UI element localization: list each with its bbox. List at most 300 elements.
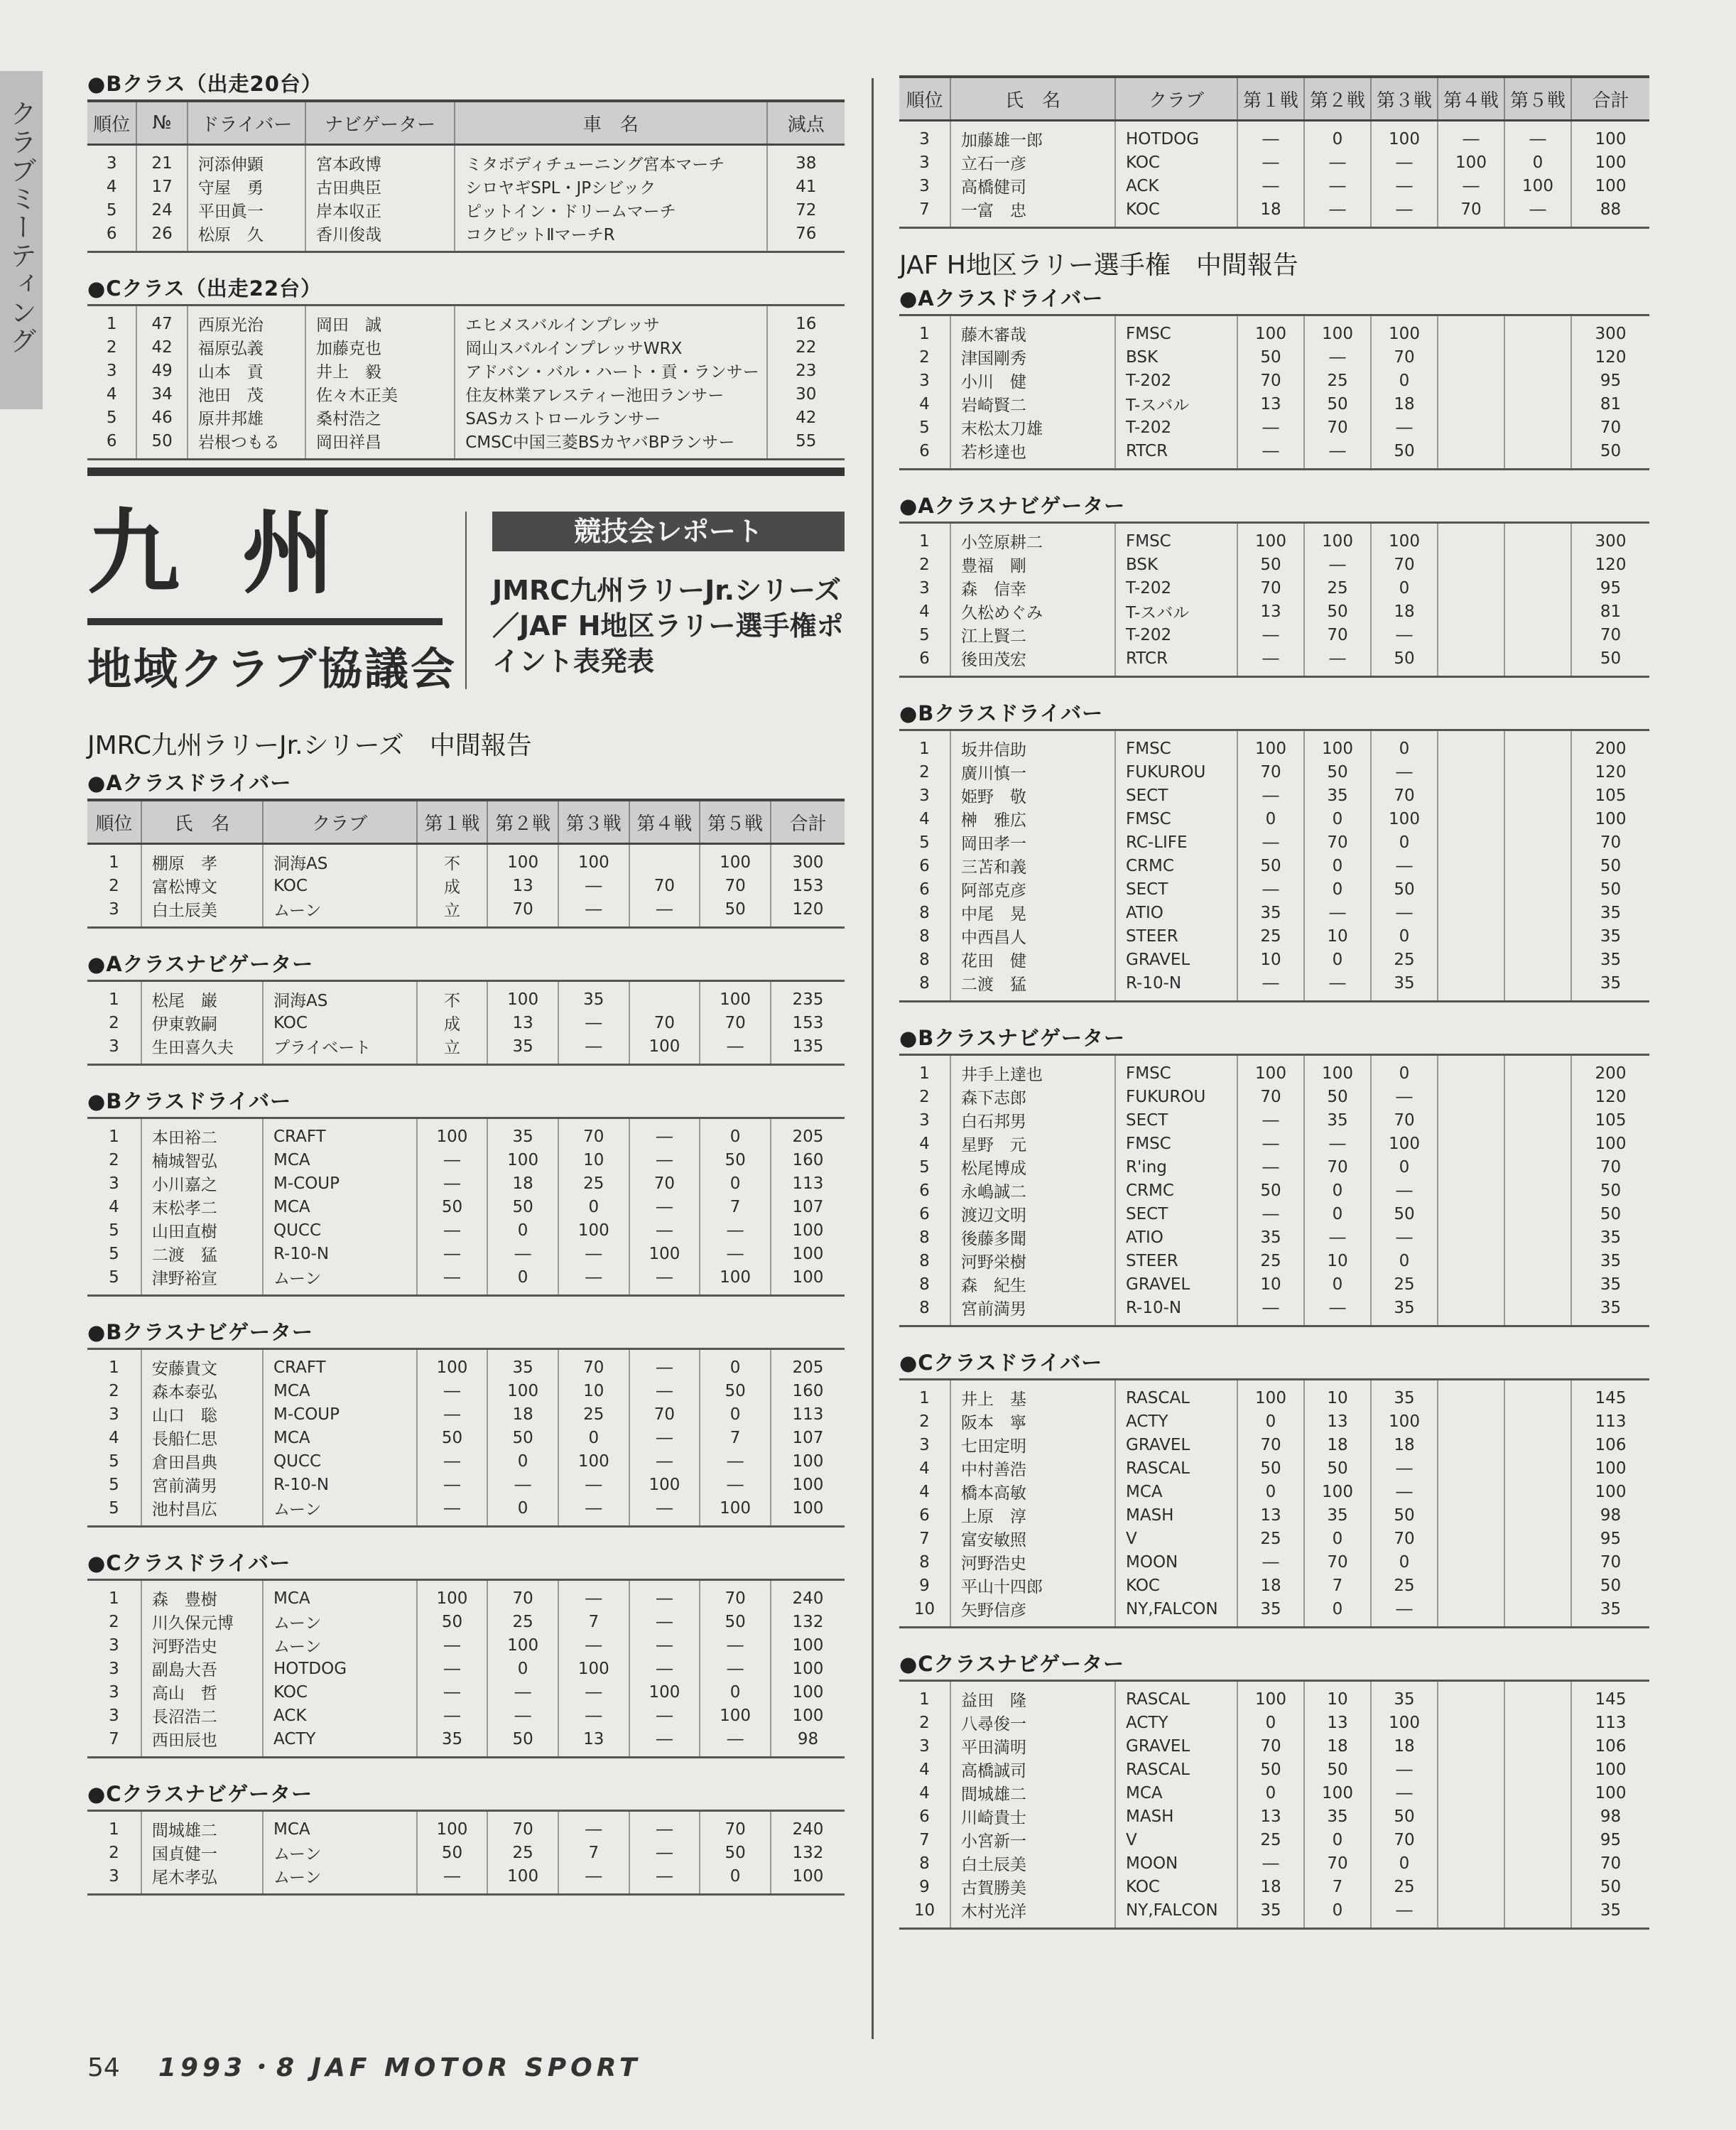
points-body bbox=[87, 981, 845, 1065]
table-cell bbox=[1438, 416, 1504, 439]
results-table bbox=[87, 304, 845, 460]
table-cell: 50 bbox=[1237, 553, 1304, 576]
table-cell: 100 bbox=[1304, 315, 1371, 346]
table-cell: 岡山スバルインプレッサWRX bbox=[455, 335, 766, 359]
table-cell: 0 bbox=[487, 1449, 558, 1473]
table-cell: 106 bbox=[1571, 1734, 1649, 1758]
table-row bbox=[87, 1864, 845, 1895]
table-cell: 山口 聡 bbox=[141, 1402, 263, 1426]
table-cell: 70 bbox=[700, 1011, 771, 1034]
table-cell: 3 bbox=[919, 1435, 930, 1454]
table-cell: 98 bbox=[1571, 1805, 1649, 1828]
table-row bbox=[87, 1172, 845, 1195]
table-cell: 105 bbox=[1571, 1108, 1649, 1132]
table-cell: ― bbox=[417, 1148, 488, 1172]
table-row bbox=[87, 359, 845, 382]
table-cell: 70 bbox=[487, 1580, 558, 1611]
table-cell: 70 bbox=[629, 1172, 700, 1195]
table-cell: 50 bbox=[1304, 760, 1371, 784]
header-penalty: 減点 bbox=[767, 101, 845, 145]
table-cell: 6 bbox=[919, 1204, 930, 1223]
table-cell: 5 bbox=[106, 200, 117, 220]
table-cell: 100 bbox=[1237, 523, 1304, 553]
table-cell: 1 bbox=[106, 314, 117, 333]
points-body bbox=[899, 730, 1649, 1002]
table-cell: 50 bbox=[700, 1379, 771, 1402]
table-row bbox=[87, 1218, 845, 1242]
table-cell: 100 bbox=[1371, 1711, 1438, 1734]
table-cell: 100 bbox=[771, 1864, 845, 1895]
table-row bbox=[87, 1633, 845, 1657]
table-cell: 1 bbox=[919, 1388, 930, 1407]
table-cell: RASCAL bbox=[1115, 1758, 1237, 1781]
table-cell: ― bbox=[558, 1811, 629, 1842]
table-cell: 35 bbox=[1237, 1898, 1304, 1929]
table-cell bbox=[1438, 623, 1504, 647]
table-cell: SECT bbox=[1115, 1202, 1237, 1226]
table-cell: 240 bbox=[771, 1811, 845, 1842]
table-cell: ― bbox=[1304, 971, 1371, 1002]
table-cell bbox=[1438, 1132, 1504, 1155]
table-cell bbox=[1438, 1758, 1504, 1781]
table-cell: 81 bbox=[1571, 392, 1649, 416]
table-cell: 25 bbox=[1237, 1249, 1304, 1272]
table-cell: 21 bbox=[136, 145, 187, 175]
table-cell: エヒメスバルインプレッサ bbox=[455, 306, 766, 336]
table-cell: 70 bbox=[487, 897, 558, 928]
table-cell: 7 bbox=[899, 198, 950, 228]
table-cell: 1 bbox=[919, 739, 930, 758]
table-cell: ― bbox=[629, 1864, 700, 1895]
table-cell bbox=[1504, 345, 1571, 369]
table-cell: 100 bbox=[1304, 1781, 1371, 1805]
table-cell: 70 bbox=[1571, 1550, 1649, 1574]
header-cell: 第３戦 bbox=[558, 800, 629, 844]
table-cell: ― bbox=[558, 1496, 629, 1527]
table-cell: 95 bbox=[1571, 1828, 1649, 1851]
table-cell bbox=[1504, 1758, 1571, 1781]
table-cell: QUCC bbox=[263, 1218, 417, 1242]
table-cell: 七田定明 bbox=[950, 1433, 1115, 1456]
table-cell bbox=[1504, 1085, 1571, 1108]
table-cell: 100 bbox=[1571, 151, 1649, 174]
table-cell: 0 bbox=[1304, 948, 1371, 971]
table-cell: 49 bbox=[136, 359, 187, 382]
table-cell: 70 bbox=[1237, 1734, 1304, 1758]
header-cell: クラブ bbox=[263, 800, 417, 844]
table-cell: 18 bbox=[1304, 1433, 1371, 1456]
table-cell bbox=[1438, 345, 1504, 369]
table-cell: 長沼浩二 bbox=[141, 1704, 263, 1727]
table-cell: 113 bbox=[1571, 1410, 1649, 1433]
table-cell: ― bbox=[1371, 854, 1438, 877]
table-cell: ムーン bbox=[263, 1841, 417, 1864]
table-cell: 100 bbox=[771, 1265, 845, 1296]
table-cell bbox=[1438, 901, 1504, 924]
table-cell: 7 bbox=[700, 1195, 771, 1218]
table-cell: ― bbox=[1371, 623, 1438, 647]
table-cell bbox=[1504, 1272, 1571, 1296]
table-cell: ― bbox=[558, 1580, 629, 1611]
points-table bbox=[87, 980, 845, 1066]
table-cell: RASCAL bbox=[1115, 1380, 1237, 1410]
table-cell: RASCAL bbox=[1115, 1681, 1237, 1712]
table-cell: 18 bbox=[1371, 1433, 1438, 1456]
table-cell: 70 bbox=[1371, 553, 1438, 576]
table-cell: KOC bbox=[1115, 1875, 1237, 1898]
table-cell: 70 bbox=[700, 1580, 771, 1611]
class-points-section bbox=[899, 698, 1649, 1002]
table-cell bbox=[1504, 1805, 1571, 1828]
table-cell: 本田裕二 bbox=[141, 1118, 263, 1149]
table-cell: ― bbox=[1371, 151, 1438, 174]
table-cell: 0 bbox=[1237, 1480, 1304, 1503]
table-cell: MCA bbox=[1115, 1480, 1237, 1503]
table-cell: 35 bbox=[1571, 1272, 1649, 1296]
table-cell: 5 bbox=[919, 625, 930, 644]
table-row bbox=[899, 1433, 1649, 1456]
header-cell: 第４戦 bbox=[1438, 77, 1504, 121]
table-cell: ― bbox=[1237, 1550, 1304, 1574]
table-cell: 渡辺文明 bbox=[950, 1202, 1115, 1226]
points-table bbox=[899, 1680, 1649, 1930]
table-cell bbox=[1438, 1296, 1504, 1326]
table-cell: ― bbox=[700, 1633, 771, 1657]
table-cell: 山本 貢 bbox=[188, 359, 305, 382]
table-row bbox=[87, 1195, 845, 1218]
table-cell: QUCC bbox=[263, 1449, 417, 1473]
table-cell: 矢野信彦 bbox=[950, 1597, 1115, 1628]
table-row bbox=[899, 576, 1649, 600]
table-row bbox=[87, 198, 845, 222]
table-cell bbox=[1504, 600, 1571, 623]
table-cell: 高山 哲 bbox=[141, 1680, 263, 1704]
table-cell: 3 bbox=[919, 578, 930, 598]
points-table bbox=[899, 521, 1649, 678]
header-car-name: 車 名 bbox=[455, 101, 766, 145]
table-cell: 森 信幸 bbox=[950, 576, 1115, 600]
table-cell: 25 bbox=[1237, 1828, 1304, 1851]
table-cell: 100 bbox=[700, 981, 771, 1012]
table-row bbox=[899, 807, 1649, 831]
table-cell bbox=[1504, 647, 1571, 677]
table-cell: 35 bbox=[417, 1727, 488, 1758]
table-cell: ― bbox=[417, 1473, 488, 1496]
table-cell: 100 bbox=[1438, 151, 1504, 174]
table-cell: 50 bbox=[1371, 1503, 1438, 1527]
table-cell: 成 bbox=[417, 1011, 488, 1034]
table-cell: 35 bbox=[1571, 971, 1649, 1002]
table-cell bbox=[1438, 760, 1504, 784]
points-body bbox=[899, 523, 1649, 677]
table-cell: 34 bbox=[136, 382, 187, 406]
table-cell: 1 bbox=[109, 853, 119, 872]
table-cell: ― bbox=[417, 1379, 488, 1402]
table-cell: 0 bbox=[1371, 1155, 1438, 1179]
table-cell bbox=[1438, 1781, 1504, 1805]
table-cell: ― bbox=[1237, 121, 1304, 151]
table-cell: ― bbox=[558, 1864, 629, 1895]
table-cell: 25 bbox=[1371, 1875, 1438, 1898]
table-cell: 0 bbox=[558, 1195, 629, 1218]
table-cell: 豊福 剛 bbox=[950, 553, 1115, 576]
table-cell: ― bbox=[417, 1449, 488, 1473]
table-cell: 2 bbox=[919, 555, 930, 574]
table-cell bbox=[1438, 1179, 1504, 1202]
table-cell: ― bbox=[1504, 198, 1571, 228]
table-cell: ― bbox=[700, 1473, 771, 1496]
table-cell: ― bbox=[1237, 1132, 1304, 1155]
table-cell: 橋本高敏 bbox=[950, 1480, 1115, 1503]
table-cell: 35 bbox=[1371, 1681, 1438, 1712]
header-cell: 第１戦 bbox=[1237, 77, 1304, 121]
table-cell: CRAFT bbox=[263, 1349, 417, 1380]
table-cell: ― bbox=[629, 1426, 700, 1449]
table-cell: 0 bbox=[1237, 1781, 1304, 1805]
table-cell: ― bbox=[1371, 1179, 1438, 1202]
table-cell: 廣川慎一 bbox=[950, 760, 1115, 784]
table-cell: 0 bbox=[1371, 730, 1438, 761]
table-cell bbox=[1438, 1828, 1504, 1851]
table-cell: MOON bbox=[1115, 1851, 1237, 1875]
table-cell: 35 bbox=[1571, 924, 1649, 948]
table-cell: 花田 健 bbox=[950, 948, 1115, 971]
table-cell: ― bbox=[1371, 198, 1438, 228]
table-cell: 後田茂宏 bbox=[950, 647, 1115, 677]
table-cell: CRAFT bbox=[263, 1118, 417, 1149]
table-cell: FMSC bbox=[1115, 1132, 1237, 1155]
table-cell: 70 bbox=[487, 1811, 558, 1842]
table-cell: 0 bbox=[1371, 1851, 1438, 1875]
table-cell bbox=[1504, 553, 1571, 576]
header-cell: 氏 名 bbox=[950, 77, 1115, 121]
table-cell bbox=[1438, 1711, 1504, 1734]
table-cell: 河野浩史 bbox=[950, 1550, 1115, 1574]
table-row bbox=[899, 1875, 1649, 1898]
table-cell bbox=[1438, 1249, 1504, 1272]
table-cell: 13 bbox=[1237, 600, 1304, 623]
table-row bbox=[899, 647, 1649, 677]
table-cell: 古賀勝美 bbox=[950, 1875, 1115, 1898]
table-cell: 中村善浩 bbox=[950, 1456, 1115, 1480]
magazine-title: 1993・8 JAF MOTOR SPORT bbox=[158, 2053, 641, 2082]
table-cell: 42 bbox=[136, 335, 187, 359]
table-cell: 8 bbox=[919, 1854, 930, 1873]
table-cell: 35 bbox=[487, 1034, 558, 1065]
table-cell: 100 bbox=[771, 1449, 845, 1473]
table-cell: 98 bbox=[1571, 1503, 1649, 1527]
table-cell: ― bbox=[629, 1349, 700, 1380]
table-cell: 0 bbox=[1504, 151, 1571, 174]
header-cell: 第３戦 bbox=[1371, 77, 1438, 121]
table-cell bbox=[1504, 1433, 1571, 1456]
table-cell: 113 bbox=[771, 1402, 845, 1426]
table-cell: 小宮新一 bbox=[950, 1828, 1115, 1851]
table-cell bbox=[1504, 730, 1571, 761]
table-cell: 0 bbox=[1304, 877, 1371, 901]
table-cell: 4 bbox=[919, 1482, 930, 1501]
table-cell: 18 bbox=[1237, 1875, 1304, 1898]
table-cell: 不 bbox=[417, 844, 488, 875]
section-title: ●Cクラスナビゲーター bbox=[87, 1782, 313, 1806]
table-cell: 0 bbox=[1237, 1410, 1304, 1433]
table-cell: 6 bbox=[899, 439, 950, 470]
table-row bbox=[87, 1580, 845, 1611]
table-cell: GRAVEL bbox=[1115, 1272, 1237, 1296]
table-row bbox=[87, 844, 845, 875]
table-cell: ATIO bbox=[1115, 1226, 1237, 1249]
table-row bbox=[899, 1055, 1649, 1086]
table-cell: 平山十四郎 bbox=[950, 1574, 1115, 1597]
points-body bbox=[899, 1380, 1649, 1628]
table-cell: 末松太刀雄 bbox=[950, 416, 1115, 439]
table-cell: V bbox=[1115, 1527, 1237, 1550]
table-cell: 3 bbox=[87, 897, 141, 928]
table-cell: ― bbox=[1371, 1456, 1438, 1480]
table-cell: ― bbox=[629, 1633, 700, 1657]
table-cell: ― bbox=[700, 1034, 771, 1065]
table-cell: ― bbox=[629, 1811, 700, 1842]
points-body bbox=[899, 1055, 1649, 1326]
table-cell: ― bbox=[629, 1218, 700, 1242]
table-cell bbox=[1504, 1781, 1571, 1805]
table-cell bbox=[1438, 807, 1504, 831]
points-table bbox=[899, 314, 1649, 470]
table-cell: M-COUP bbox=[263, 1402, 417, 1426]
table-row bbox=[899, 1380, 1649, 1410]
points-body bbox=[87, 1811, 845, 1895]
table-cell: ― bbox=[700, 1218, 771, 1242]
table-cell bbox=[1438, 1226, 1504, 1249]
header-cell: 第４戦 bbox=[629, 800, 700, 844]
points-body bbox=[87, 1580, 845, 1758]
table-cell: 100 bbox=[1237, 1380, 1304, 1410]
table-cell: 70 bbox=[1304, 831, 1371, 854]
table-cell: ― bbox=[487, 1680, 558, 1704]
table-cell: 8 bbox=[919, 926, 930, 946]
table-cell: 後藤多聞 bbox=[950, 1226, 1115, 1249]
table-cell: ― bbox=[1371, 1898, 1438, 1929]
table-cell: FUKUROU bbox=[1115, 1085, 1237, 1108]
table-cell: 100 bbox=[629, 1680, 700, 1704]
class-points-section bbox=[87, 1547, 845, 1758]
table-cell: 25 bbox=[487, 1841, 558, 1864]
points-body bbox=[87, 844, 845, 928]
table-cell: 88 bbox=[1571, 198, 1649, 228]
table-cell: 205 bbox=[771, 1118, 845, 1149]
table-cell: 上原 淳 bbox=[950, 1503, 1115, 1527]
table-row bbox=[87, 1680, 845, 1704]
table-cell: 70 bbox=[1237, 1433, 1304, 1456]
table-cell: 藤木審哉 bbox=[950, 315, 1115, 346]
table-cell: 高橋健司 bbox=[950, 174, 1115, 198]
table-cell: 70 bbox=[1371, 1527, 1438, 1550]
table-cell: ― bbox=[1371, 1480, 1438, 1503]
table-cell: 0 bbox=[1304, 1898, 1371, 1929]
table-cell bbox=[1504, 1828, 1571, 1851]
table-cell: 8 bbox=[919, 1275, 930, 1294]
table-cell: 0 bbox=[700, 1172, 771, 1195]
table-cell: 古田典臣 bbox=[305, 175, 455, 198]
section-title: ●Bクラスドライバー bbox=[87, 1089, 292, 1113]
table-cell bbox=[1438, 1681, 1504, 1712]
table-cell: ― bbox=[1237, 1155, 1304, 1179]
table-cell: 棚原 孝 bbox=[141, 844, 263, 875]
table-cell: SASカストロールランサー bbox=[455, 406, 766, 429]
table-cell: 25 bbox=[1371, 948, 1438, 971]
table-cell: 100 bbox=[487, 1633, 558, 1657]
table-cell: 50 bbox=[1237, 1456, 1304, 1480]
section-title: ●Bクラスナビゲーター bbox=[87, 1320, 313, 1344]
table-cell: ― bbox=[1237, 623, 1304, 647]
table-cell: MCA bbox=[263, 1811, 417, 1842]
table-cell: 70 bbox=[1371, 345, 1438, 369]
table-cell: 3 bbox=[919, 371, 930, 390]
table-cell: HOTDOG bbox=[1115, 121, 1237, 151]
table-cell: 10 bbox=[558, 1379, 629, 1402]
table-cell: 42 bbox=[767, 406, 845, 429]
table-cell: 8 bbox=[919, 903, 930, 922]
table-cell: 10 bbox=[1304, 1380, 1371, 1410]
table-cell: 70 bbox=[629, 1402, 700, 1426]
section-side-tab: クラブミーティング bbox=[0, 71, 43, 409]
table-cell: 富松博文 bbox=[141, 874, 263, 897]
table-cell: GRAVEL bbox=[1115, 948, 1237, 971]
table-cell bbox=[1438, 315, 1504, 346]
table-row bbox=[87, 222, 845, 252]
table-cell: 1 bbox=[109, 990, 119, 1009]
table-cell: 113 bbox=[1571, 1711, 1649, 1734]
table-cell: ― bbox=[1237, 877, 1304, 901]
table-cell: 香川俊哉 bbox=[305, 222, 455, 252]
table-cell: T-202 bbox=[1115, 416, 1237, 439]
right-column bbox=[899, 75, 1649, 1950]
table-cell: ― bbox=[629, 1449, 700, 1473]
table-cell: 8 bbox=[899, 1296, 950, 1326]
table-cell: 100 bbox=[487, 981, 558, 1012]
table-cell: 2 bbox=[109, 1381, 119, 1400]
table-cell: ― bbox=[1371, 1758, 1438, 1781]
table-cell: ― bbox=[629, 1580, 700, 1611]
table-cell: ― bbox=[1237, 1296, 1304, 1326]
table-cell: 8 bbox=[919, 1228, 930, 1247]
table-cell bbox=[1504, 523, 1571, 553]
table-cell: 3 bbox=[109, 1659, 119, 1678]
table-cell: 住友林業アレスティー池田ランサー bbox=[455, 382, 766, 406]
points-header-row bbox=[87, 800, 845, 844]
table-cell: 間城雄二 bbox=[141, 1811, 263, 1842]
table-row bbox=[87, 306, 845, 336]
points-table bbox=[87, 1348, 845, 1528]
points-table bbox=[87, 1579, 845, 1758]
table-cell bbox=[1504, 369, 1571, 392]
table-cell: ― bbox=[1237, 647, 1304, 677]
table-cell: 阪本 寧 bbox=[950, 1410, 1115, 1433]
table-row bbox=[899, 1480, 1649, 1503]
table-row bbox=[899, 1155, 1649, 1179]
table-cell: ― bbox=[417, 1265, 488, 1296]
table-cell: 120 bbox=[1571, 760, 1649, 784]
table-cell: シロヤギSPL・JPシビック bbox=[455, 175, 766, 198]
table-row bbox=[899, 1132, 1649, 1155]
table-cell: 0 bbox=[1237, 1711, 1304, 1734]
table-cell: NY,FALCON bbox=[1115, 1597, 1237, 1628]
table-cell: ― bbox=[558, 897, 629, 928]
table-cell bbox=[1504, 924, 1571, 948]
table-cell: 35 bbox=[487, 1349, 558, 1380]
table-row bbox=[87, 145, 845, 175]
table-cell: 森本泰弘 bbox=[141, 1379, 263, 1402]
